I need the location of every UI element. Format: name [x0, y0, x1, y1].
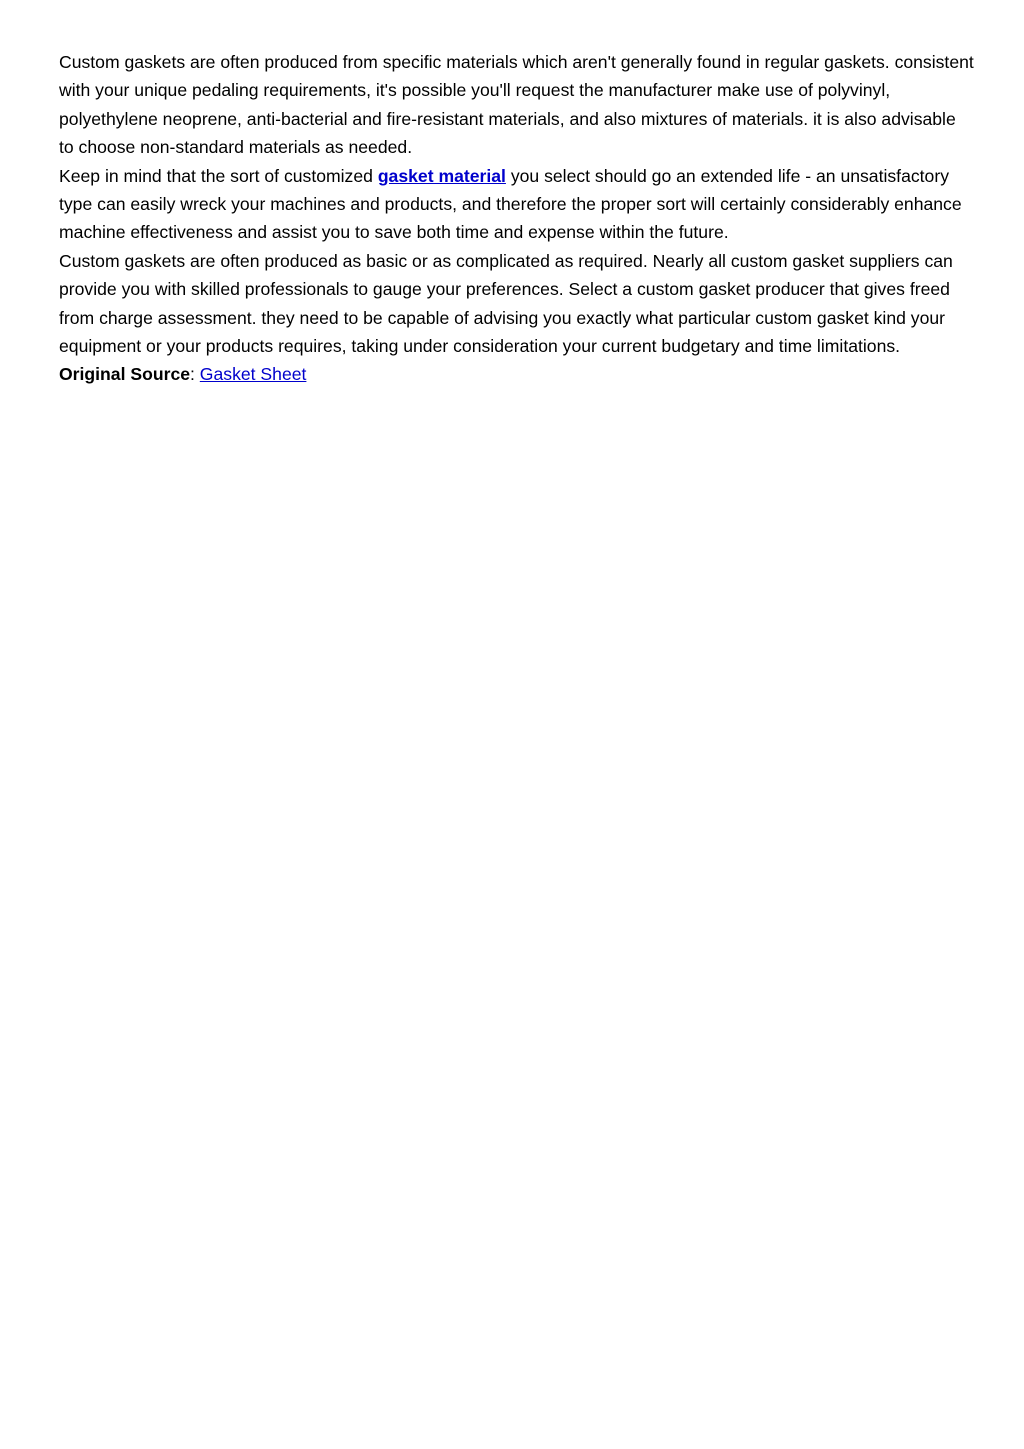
source-line: [59, 360, 974, 388]
source-separator: :: [190, 364, 200, 385]
paragraph-suppliers: Custom gaskets are often produced as basic or as complicated as required. Nearly all custom gasket suppliers can provide you with skilled professionals to gauge your preferences. Select a custom gasket producer that gives freed from charge assessment. they need to be capable of advising you exactly what particular custom gasket kind your equipment or your products requires, taking under consideration your current budgetary and time limitations.: [59, 250, 953, 357]
document-body: [59, 48, 974, 389]
paragraph-custom-materials: Custom gaskets are often produced from specific materials which aren't generally found in regular gaskets. consistent with your unique pedaling requirements, it's possible you'll request the manufacturer make use of polyvinyl, polyethylene neoprene, anti-bacterial and fire-resistant materials, and also mixtures of materials. it is also advisable to choose non-standard materials as needed.: [59, 52, 974, 158]
gasket-sheet-link[interactable]: Gasket Sheet: [199, 364, 307, 385]
paragraph-text-before-link: Keep in mind that the sort of customized: [59, 165, 378, 186]
paragraph-material-choice: [59, 162, 974, 247]
source-label: Original Source: [59, 364, 191, 385]
paragraph-text-after-link: you select should go an extended life - an unsatisfactory type can easily wreck your machines and products, and therefore the proper sort will certainly considerably enhance machine effectiveness and assist you to save both time and expense within the future.: [59, 165, 962, 243]
gasket-material-link[interactable]: gasket material: [377, 165, 506, 186]
